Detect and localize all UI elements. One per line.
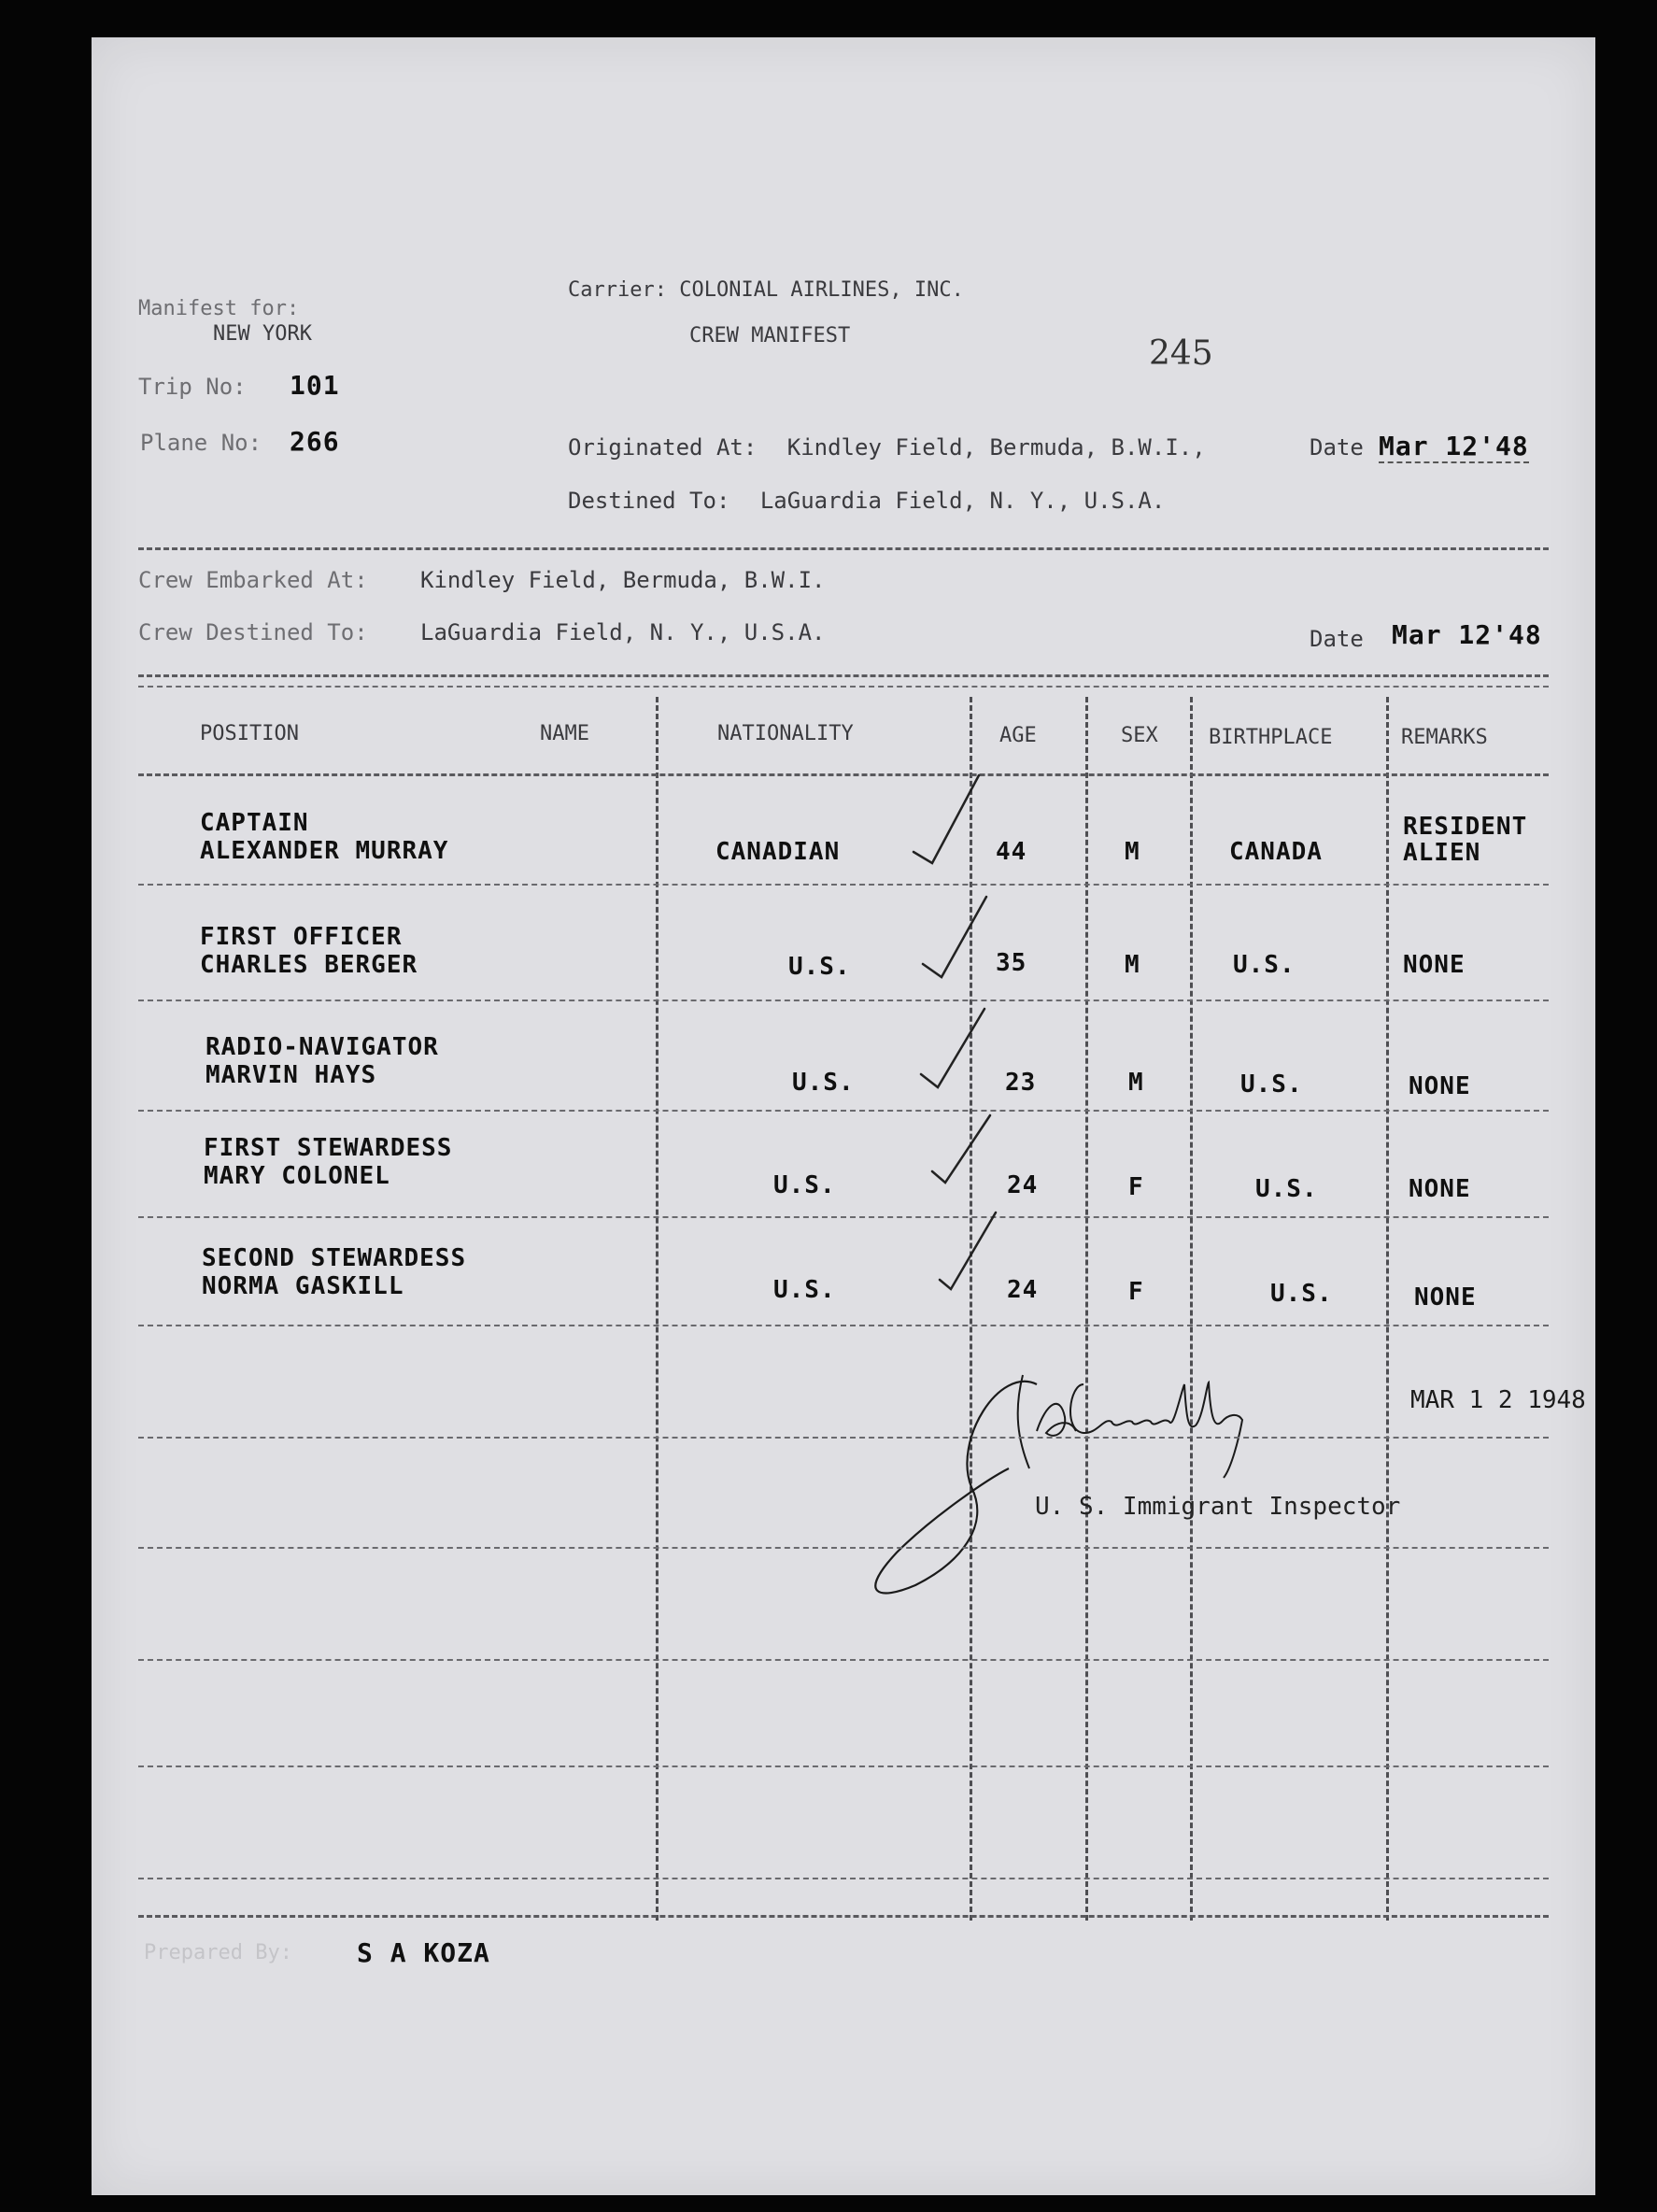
row-birthplace: U.S.	[1240, 1071, 1303, 1099]
row-birthplace: U.S.	[1255, 1175, 1318, 1203]
originated-value: Kindley Field, Bermuda, B.W.I.,	[786, 434, 1206, 461]
prepared-value: S A KOZA	[357, 1937, 490, 1968]
row-position: RADIO-NAVIGATOR	[205, 1033, 439, 1061]
row-nationality: U.S.	[773, 1171, 836, 1199]
stamp-date: MAR 1 2 1948	[1410, 1386, 1586, 1414]
carrier-value: COLONIAL AIRLINES, INC.	[679, 278, 964, 302]
row-sex: M	[1128, 1069, 1144, 1097]
plane-value: 266	[290, 426, 340, 457]
row-name: MARY COLONEL	[204, 1162, 390, 1190]
row-sex: F	[1128, 1278, 1144, 1306]
rule	[138, 547, 1549, 550]
row-nationality: CANADIAN	[715, 838, 841, 866]
rule	[138, 1110, 1549, 1112]
column-header-nationality: NATIONALITY	[717, 722, 854, 745]
row-age: 44	[996, 838, 1027, 866]
row-age: 23	[1005, 1069, 1037, 1097]
row-age: 24	[1007, 1276, 1039, 1304]
rule	[138, 1437, 1549, 1439]
crew-destined-value: LaGuardia Field, N. Y., U.S.A.	[420, 619, 826, 645]
prepared-label: Prepared By:	[144, 1941, 292, 1964]
row-name: NORMA GASKILL	[202, 1272, 404, 1300]
date-label: Date	[1310, 434, 1364, 461]
row-age: 24	[1007, 1171, 1039, 1199]
row-position: FIRST STEWARDESS	[204, 1134, 453, 1162]
row-sex: M	[1125, 838, 1140, 866]
check-mark-icon	[912, 770, 986, 872]
row-remarks: NONE	[1414, 1283, 1477, 1312]
row-remarks: RESIDENT	[1403, 813, 1528, 841]
page-title: CREW MANIFEST	[689, 324, 851, 347]
column-divider	[1386, 697, 1389, 1921]
trip-label: Trip No:	[138, 374, 247, 400]
row-name: MARVIN HAYS	[205, 1061, 377, 1089]
row-remarks: NONE	[1409, 1175, 1471, 1203]
column-divider	[1085, 697, 1088, 1921]
inspector-title: U. S. Immigrant Inspector	[1035, 1493, 1401, 1521]
row-birthplace: U.S.	[1270, 1280, 1333, 1308]
rule	[138, 1000, 1549, 1001]
destined-label: Destined To:	[568, 488, 730, 514]
crew-date-value: Mar 12'48	[1392, 619, 1542, 650]
row-sex: M	[1125, 951, 1140, 979]
rule	[138, 1878, 1549, 1879]
check-mark-icon	[938, 1209, 1013, 1312]
row-nationality: U.S.	[792, 1069, 855, 1097]
crew-date-label: Date	[1310, 626, 1364, 652]
row-remarks-line2: ALIEN	[1403, 839, 1481, 867]
check-mark-icon	[930, 1112, 1005, 1214]
row-position: SECOND STEWARDESS	[202, 1244, 467, 1272]
crew-destined-label: Crew Destined To:	[138, 619, 368, 645]
column-header-birthplace: BIRTHPLACE	[1209, 726, 1333, 749]
row-nationality: U.S.	[773, 1276, 836, 1304]
row-birthplace: CANADA	[1229, 838, 1323, 866]
check-mark-icon	[919, 1001, 994, 1104]
plane-label: Plane No:	[140, 430, 262, 456]
column-header-age: AGE	[999, 724, 1037, 747]
row-remarks: NONE	[1403, 951, 1466, 979]
row-age: 35	[996, 949, 1027, 977]
column-divider	[656, 697, 659, 1921]
rule	[138, 1915, 1549, 1918]
row-nationality: U.S.	[788, 953, 851, 981]
column-header-sex: SEX	[1121, 724, 1158, 747]
crew-embarked-value: Kindley Field, Bermuda, B.W.I.	[420, 567, 826, 593]
rule	[138, 1659, 1549, 1661]
rule	[138, 773, 1549, 776]
row-birthplace: U.S.	[1233, 951, 1296, 979]
destined-value: LaGuardia Field, N. Y., U.S.A.	[759, 488, 1166, 514]
rule	[138, 1547, 1549, 1549]
row-position: FIRST OFFICER	[200, 923, 403, 951]
manifest-sheet	[92, 37, 1595, 2195]
row-name: ALEXANDER MURRAY	[200, 837, 449, 865]
manifest-for-value: NEW YORK	[213, 322, 312, 346]
rule	[138, 1325, 1549, 1326]
rule	[138, 1216, 1549, 1218]
column-header-name: NAME	[540, 722, 589, 745]
carrier-label: Carrier:	[568, 278, 667, 302]
check-mark-icon	[921, 889, 996, 992]
inspector-signature	[859, 1328, 1252, 1609]
row-position: CAPTAIN	[200, 809, 309, 837]
manifest-for-label: Manifest for:	[138, 297, 300, 320]
trip-value: 101	[290, 370, 340, 401]
column-header-remarks: REMARKS	[1401, 726, 1488, 749]
row-sex: F	[1128, 1173, 1144, 1201]
date-value: Mar 12'48	[1379, 431, 1529, 461]
rule	[138, 1765, 1549, 1767]
rule	[138, 674, 1549, 677]
rule	[138, 686, 1549, 688]
row-remarks: NONE	[1409, 1072, 1471, 1100]
rule	[138, 884, 1549, 886]
crew-embarked-label: Crew Embarked At:	[138, 567, 368, 593]
page-number: 245	[1149, 334, 1213, 373]
row-name: CHARLES BERGER	[200, 951, 418, 979]
column-divider	[1190, 697, 1193, 1921]
originated-label: Originated At:	[568, 434, 758, 461]
column-header-position: POSITION	[200, 722, 299, 745]
